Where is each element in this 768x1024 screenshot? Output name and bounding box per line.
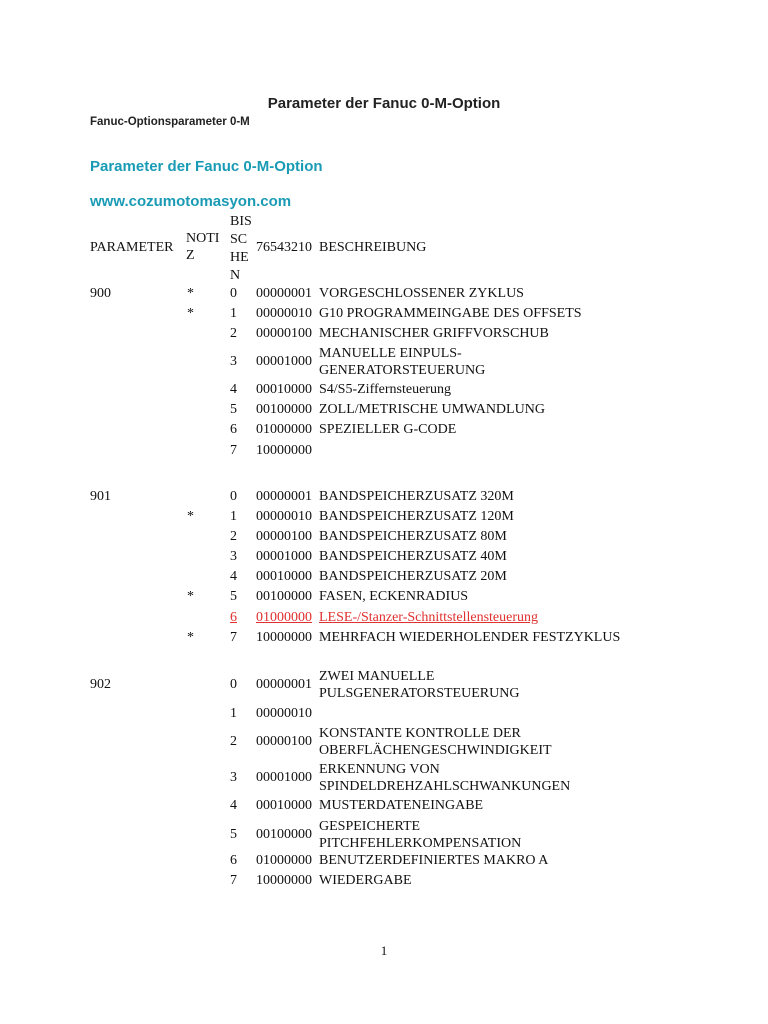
table-row [0,548,768,568]
row-code: 10000000 [256,873,312,888]
row-code: 00000010 [256,306,312,321]
header-code: 76543210 [256,240,312,255]
table-row [0,345,768,378]
row-description: MEHRFACH WIEDERHOLENDER FESTZYKLUS [319,630,621,645]
table-row [0,872,768,892]
row-code: 00010000 [256,798,312,813]
row-description: ZWEI MANUELLE [319,669,435,684]
row-description: BANDSPEICHERZUSATZ 40M [319,549,507,564]
table-row [0,588,768,608]
header-description: BESCHREIBUNG [319,240,427,255]
row-bit: 1 [230,306,237,321]
row-bit: 7 [230,873,237,888]
row-code: 00000100 [256,529,312,544]
table-row [0,629,768,649]
row-bit: 6 [230,422,237,437]
row-bit: 2 [230,326,237,341]
table-row [0,305,768,325]
section-heading: Parameter der Fanuc 0-M-Option [90,158,323,175]
row-description: MECHANISCHER GRIFFVORSCHUB [319,326,549,341]
row-notiz: * [187,589,194,604]
row-code: 00000100 [256,326,312,341]
row-description: WIEDERGABE [319,873,412,888]
table-row [0,568,768,588]
row-code: 00000001 [256,286,312,301]
table-row [0,725,768,758]
row-bit: 7 [230,443,237,458]
table-row [0,797,768,817]
header-bits: BIS SC HE N [230,214,252,283]
table-row [0,401,768,421]
row-description: BANDSPEICHERZUSATZ 320M [319,489,514,504]
row-description: BANDSPEICHERZUSATZ 80M [319,529,507,544]
row-code: 00000001 [256,677,312,692]
row-description: FASEN, ECKENRADIUS [319,589,469,604]
row-description: BENUTZERDEFINIERTES MAKRO A [319,853,549,868]
row-description: BANDSPEICHERZUSATZ 120M [319,509,514,524]
row-code: 10000000 [256,443,312,458]
row-bit: 3 [230,354,237,369]
row-bit: 2 [230,734,237,749]
table-row [0,609,768,629]
row-code: 00000100 [256,734,312,749]
row-code: 00001000 [256,354,312,369]
table-row [0,508,768,528]
row-description: G10 PROGRAMMEINGABE DES OFFSETS [319,306,582,321]
row-bit: 2 [230,529,237,544]
row-bit: 0 [230,286,237,301]
table-row [0,761,768,794]
row-code: 01000000 [256,610,312,625]
document-subtitle: Fanuc-Optionsparameter 0-M [90,116,250,128]
header-notiz: NOTI Z [186,231,220,263]
row-parameter: 902 [90,677,111,692]
row-code: 00010000 [256,382,312,397]
row-notiz: * [187,509,194,524]
row-parameter: 901 [90,489,111,504]
table-row [0,705,768,725]
row-description: PULSGENERATORSTEUERUNG [319,686,520,701]
row-parameter: 900 [90,286,111,301]
row-description: S4/S5-Ziffernsteuerung [319,382,451,397]
table-row [0,852,768,872]
page-number: 1 [380,943,388,958]
table-row [0,528,768,548]
row-bit: 1 [230,509,237,524]
row-description: ZOLL/METRISCHE UMWANDLUNG [319,402,545,417]
row-description: GENERATORSTEUERUNG [319,363,486,378]
row-notiz: * [187,630,194,645]
row-description: LESE-/Stanzer-Schnittstellensteuerung [319,610,538,625]
row-description: BANDSPEICHERZUSATZ 20M [319,569,507,584]
row-bit: 1 [230,706,237,721]
row-description: ERKENNUNG VON [319,762,440,777]
row-code: 00010000 [256,569,312,584]
row-bit: 6 [230,853,237,868]
row-bit: 6 [230,610,237,625]
row-description: KONSTANTE KONTROLLE DER [319,726,521,741]
row-bit: 0 [230,489,237,504]
header-parameter: PARAMETER [90,240,174,255]
row-bit: 3 [230,549,237,564]
row-code: 00000010 [256,706,312,721]
row-notiz: * [187,286,194,301]
table-row [0,442,768,462]
row-bit: 5 [230,827,237,842]
row-description: MUSTERDATENEINGABE [319,798,484,813]
row-bit: 4 [230,569,237,584]
row-description: VORGESCHLOSSENER ZYKLUS [319,286,524,301]
row-bit: 3 [230,770,237,785]
row-code: 00000001 [256,489,312,504]
row-description: GESPEICHERTE [319,819,421,834]
row-notiz: * [187,306,194,321]
website-url: www.cozumotomasyon.com [90,193,292,210]
table-row [0,381,768,401]
row-description: MANUELLE EINPULS- [319,346,462,361]
document-title: Parameter der Fanuc 0-M-Option [267,95,501,112]
row-bit: 5 [230,589,237,604]
row-code: 00000010 [256,509,312,524]
row-code: 01000000 [256,853,312,868]
row-description: SPINDELDREHZAHLSCHWANKUNGEN [319,779,571,794]
row-bit: 5 [230,402,237,417]
row-code: 00100000 [256,402,312,417]
row-code: 10000000 [256,630,312,645]
table-row [0,818,768,851]
table-row [0,325,768,345]
row-bit: 4 [230,798,237,813]
row-code: 00100000 [256,827,312,842]
row-code: 00001000 [256,549,312,564]
row-bit: 4 [230,382,237,397]
row-description: PITCHFEHLERKOMPENSATION [319,836,522,851]
table-row [0,285,768,305]
row-code: 01000000 [256,422,312,437]
table-row [0,668,768,701]
row-bit: 7 [230,630,237,645]
table-row [0,488,768,508]
row-bit: 0 [230,677,237,692]
row-code: 00001000 [256,770,312,785]
row-description: SPEZIELLER G-CODE [319,422,457,437]
row-description: OBERFLÄCHENGESCHWINDIGKEIT [319,743,552,758]
table-row [0,421,768,441]
row-code: 00100000 [256,589,312,604]
